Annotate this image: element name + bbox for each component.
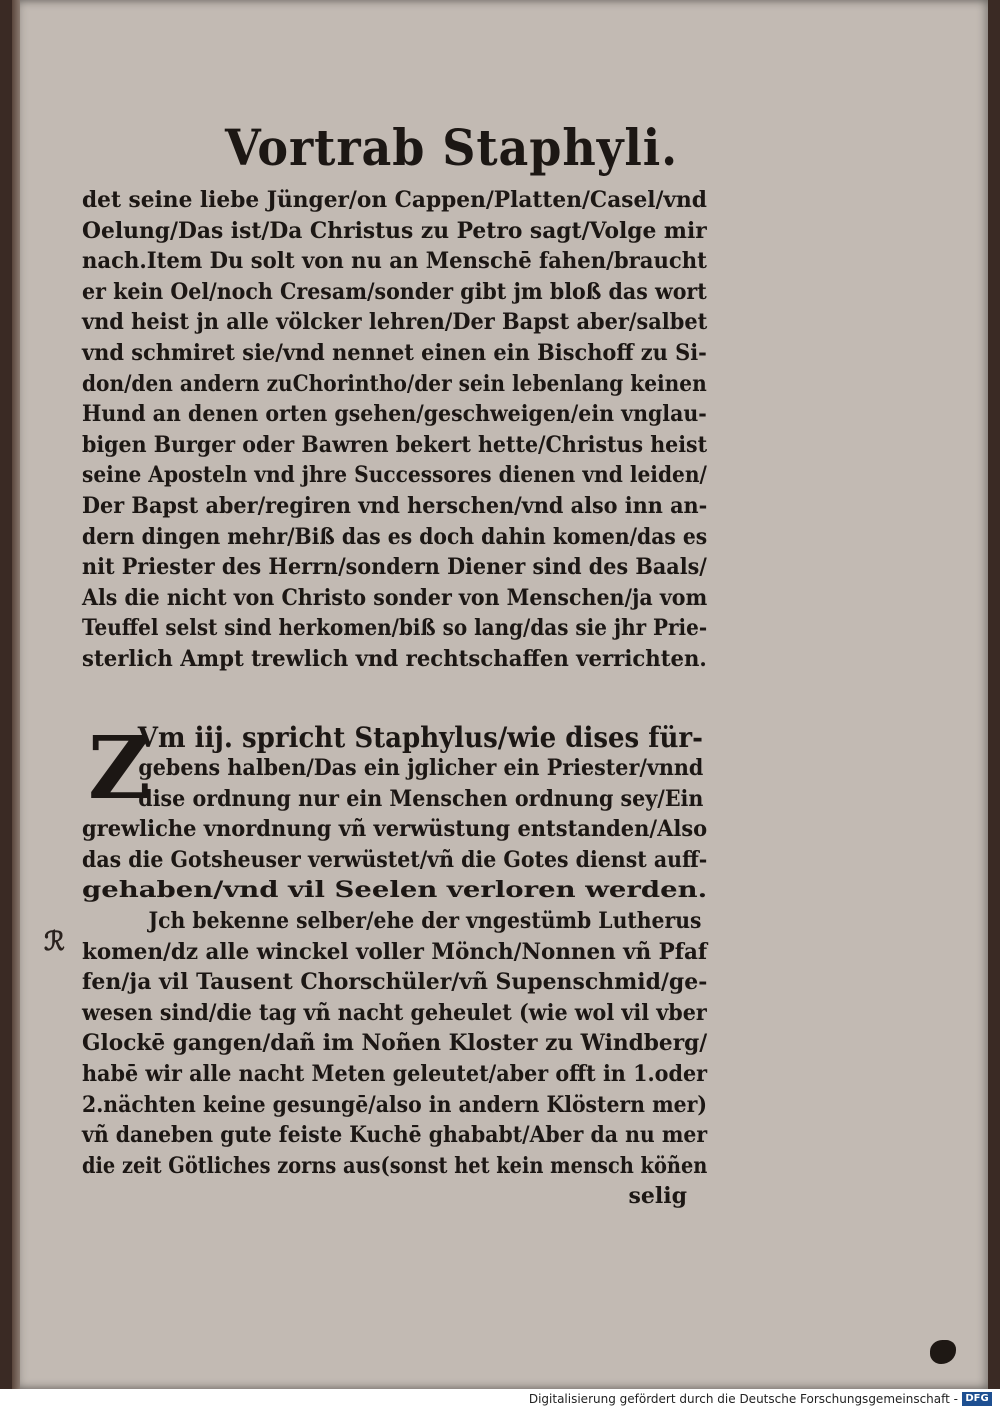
text-line: Vm iij. spricht Staphylus/wie dises für- xyxy=(137,720,703,754)
text-line: fen/ja vil Tausent Chorschüler/vñ Supenschmid/ge- xyxy=(82,969,708,996)
text-line: nach.Item Du solt von nu an Menschē fahen/braucht xyxy=(82,248,707,275)
text-line: Teuffel selst sind herkomen/biß so lang/das sie jhr Prie- xyxy=(82,615,708,642)
text-line: komen/dz alle winckel voller Mönch/Nonnen vñ Pfaf xyxy=(82,938,708,965)
text-line: das die Gotsheuser verwüstet/vñ die Gotes dienst auff- xyxy=(82,846,708,873)
margin-mark: ℛ xyxy=(44,927,65,957)
text-line: don/den andern zuChorintho/der sein lebenlang keinen xyxy=(82,370,707,397)
text-line: die zeit Götliches zorns aus(sonst het kein mensch köñen xyxy=(82,1152,708,1179)
text-line: vñ daneben gute feiste Kuchē ghababt/Aber da nu mer xyxy=(82,1122,708,1149)
dfg-logo-icon: DFG xyxy=(962,1392,992,1406)
paragraph-2 xyxy=(82,717,708,907)
text-line: nit Priester des Herrn/sondern Diener sind des Baals/ xyxy=(82,554,707,581)
text-line: dern dingen mehr/Biß das es doch dahin komen/das es xyxy=(82,523,708,550)
text-line: Hund an denen orten gsehen/geschweigen/ein vnglau- xyxy=(82,401,707,428)
text-line: det seine liebe Jünger/on Cappen/Platten/Casel/vnd xyxy=(82,187,707,213)
text-line: vnd schmiret sie/vnd nennet einen ein Bischoff zu Si- xyxy=(82,339,707,366)
text-line: sterlich Ampt trewlich vnd rechtschaffen verrichten. xyxy=(82,645,707,672)
footer-credit: Digitalisierung gefördert durch die Deutsche Forschungsgemeinschaft - xyxy=(528,1392,958,1406)
text-line: gebens halben/Das ein jglicher ein Priester/vnnd xyxy=(138,755,704,782)
catchword: selig xyxy=(628,1183,687,1210)
paragraph-1 xyxy=(82,185,707,675)
text-line: vnd heist jn alle völcker lehren/Der Bapst aber/salbet xyxy=(82,309,708,336)
text-line: Glockē gangen/dañ im Noñen Kloster zu Windberg/ xyxy=(82,1030,708,1057)
text-line: seine Aposteln vnd jhre Successores dienen vnd leiden/ xyxy=(82,462,707,489)
text-line: Als die nicht von Christo sonder von Menschen/ja vom xyxy=(82,584,708,611)
text-line: grewliche vnordnung vñ verwüstung entstanden/Also xyxy=(82,816,708,843)
text-line: habē wir alle nacht Meten geleutet/aber offt in 1.oder xyxy=(82,1061,708,1088)
text-block xyxy=(82,185,707,1212)
text-line: er kein Oel/noch Cresam/sonder gibt jm bloß das wort xyxy=(82,278,707,305)
text-line: bigen Burger oder Bawren bekert hette/Christus heist xyxy=(82,431,708,458)
paragraph-gap xyxy=(82,675,707,723)
text-line: dise ordnung nur ein Menschen ordnung sey/Ein xyxy=(138,785,704,812)
text-line: wesen sind/die tag vñ nacht geheulet (wie wol vil vber xyxy=(82,999,707,1026)
text-line: Der Bapst aber/regiren vnd herschen/vnd also inn an- xyxy=(82,492,708,519)
page-binding-edge xyxy=(12,0,20,1389)
text-line: gehaben/vnd vil Seelen verloren werden. xyxy=(82,877,708,904)
paragraph-3 xyxy=(82,906,707,1212)
text-line: Jch bekenne selber/ehe der vngestümb Lutherus xyxy=(148,908,702,935)
decorated-initial: Z xyxy=(88,717,151,819)
text-line: 2.nächten keine gesungē/also in andern Klöstern mer) xyxy=(82,1091,708,1118)
running-head: Vortrab Staphyli. xyxy=(225,118,679,177)
text-line: Oelung/Das ist/Da Christus zu Petro sagt/Volge mir xyxy=(82,217,707,244)
